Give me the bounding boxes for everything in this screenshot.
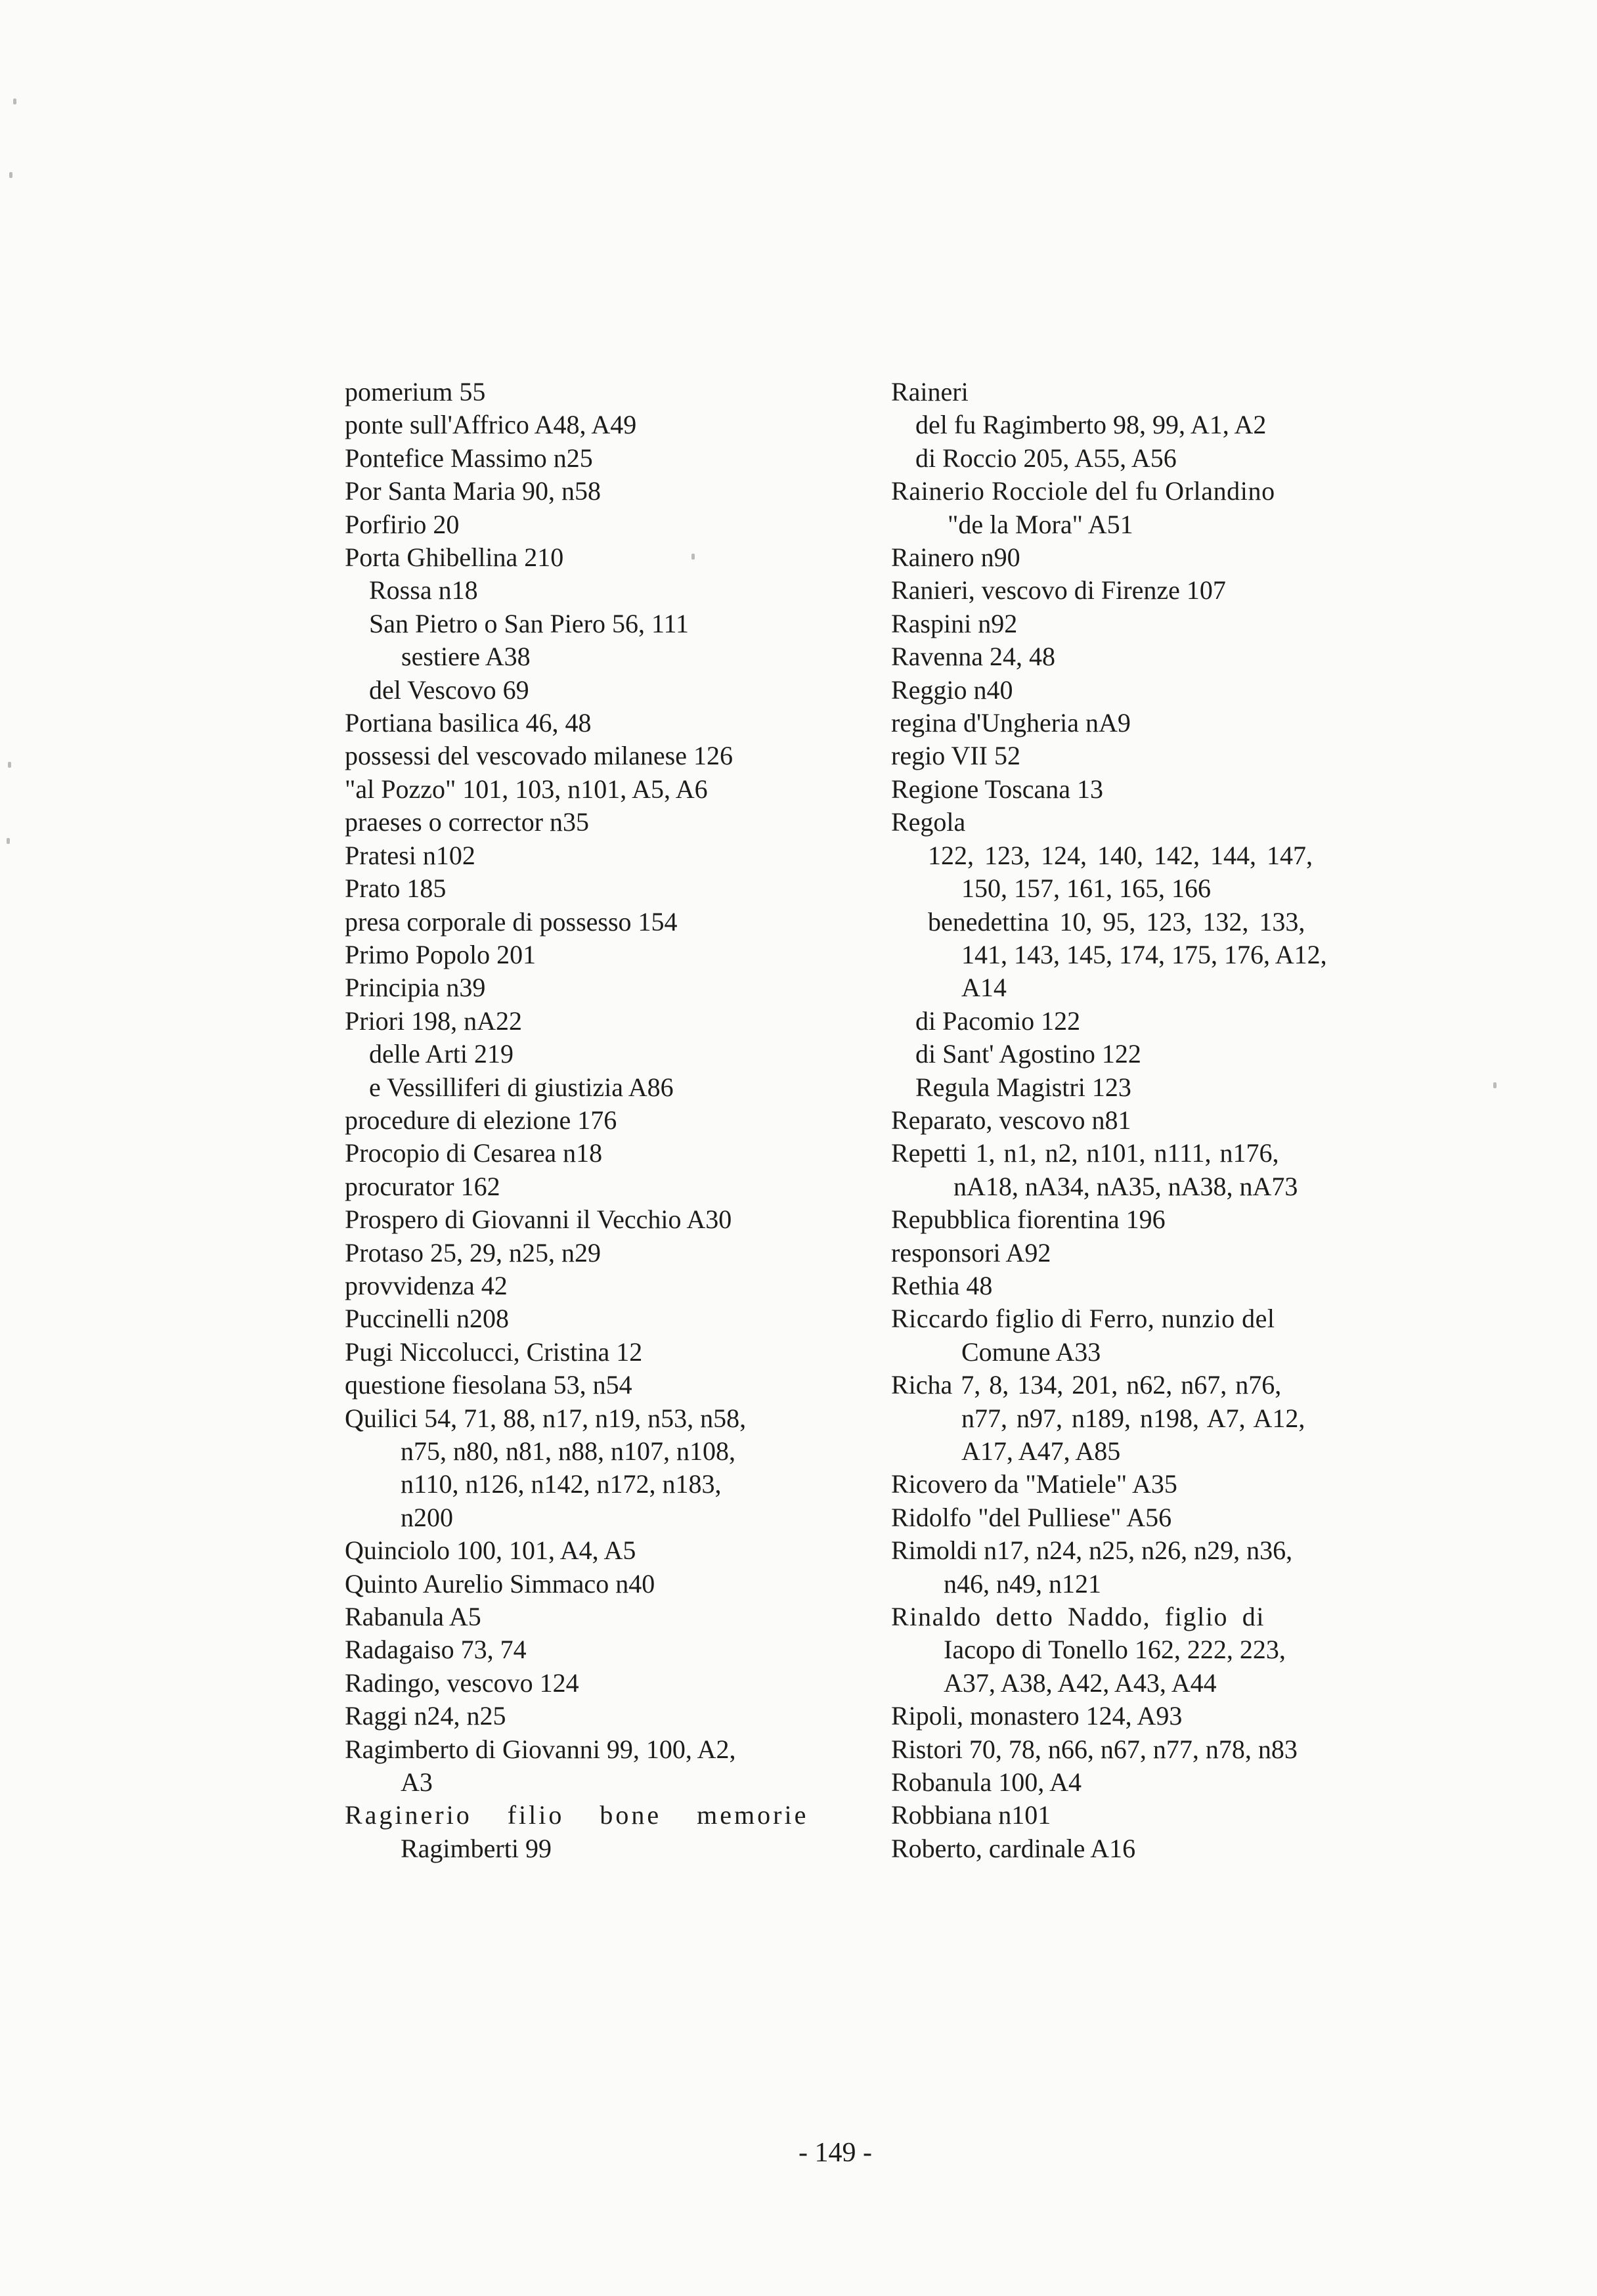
index-entry-continuation: 141, 143, 145, 174, 175, 176, A12, <box>961 939 1327 969</box>
index-entry: Prato 185 <box>345 873 447 904</box>
index-subentry: 122, 123, 124, 140, 142, 144, 147, <box>928 840 1313 870</box>
index-entry: Reparato, vescovo n81 <box>891 1105 1131 1135</box>
index-entry: Regola <box>891 807 966 837</box>
index-entry: Protaso 25, 29, n25, n29 <box>345 1237 601 1268</box>
scan-speck <box>691 554 695 560</box>
index-entry-continuation: Ragimberti 99 <box>401 1833 552 1863</box>
index-entry: Quilici 54, 71, 88, n17, n19, n53, n58, <box>345 1403 747 1433</box>
index-subentry: benedettina 10, 95, 123, 132, 133, <box>928 906 1305 937</box>
index-column-right <box>891 376 1351 1865</box>
index-entry-continuation: n75, n80, n81, n88, n107, n108, <box>401 1436 735 1466</box>
index-entry: Rethia 48 <box>891 1270 993 1300</box>
index-subentry: di Roccio 205, A55, A56 <box>915 443 1177 473</box>
index-entry-continuation: n46, n49, n121 <box>944 1568 1101 1599</box>
index-entry: Regione Toscana 13 <box>891 774 1104 804</box>
index-entry: pomerium 55 <box>345 377 486 407</box>
index-entry: Riccardo figlio di Ferro, nunzio del <box>891 1304 1275 1334</box>
scan-speck <box>7 838 10 844</box>
index-entry: Quinto Aurelio Simmaco n40 <box>345 1568 655 1599</box>
index-entry: Rimoldi n17, n24, n25, n26, n29, n36, <box>891 1535 1293 1566</box>
index-entry: provvidenza 42 <box>345 1270 508 1300</box>
index-column-left <box>345 376 809 1865</box>
index-subentry: San Pietro o San Piero 56, 111 <box>369 608 689 638</box>
index-entry: Robbiana n101 <box>891 1800 1051 1830</box>
index-entry-continuation: Iacopo di Tonello 162, 222, 223, <box>944 1635 1286 1665</box>
index-entry-continuation: Comune A33 <box>961 1336 1101 1367</box>
index-entry-continuation: A37, A38, A42, A43, A44 <box>944 1667 1217 1698</box>
index-entry: Ricovero da "Matiele" A35 <box>891 1469 1177 1499</box>
index-entry-continuation: n110, n126, n142, n172, n183, <box>401 1469 722 1499</box>
index-entry: Repubblica fiorentina 196 <box>891 1204 1166 1235</box>
index-subentry: del fu Ragimberto 98, 99, A1, A2 <box>915 410 1267 440</box>
index-entry: ponte sull'Affrico A48, A49 <box>345 410 637 440</box>
index-entry: procedure di elezione 176 <box>345 1105 617 1135</box>
index-entry-continuation: A14 <box>961 973 1007 1003</box>
index-entry: responsori A92 <box>891 1237 1051 1268</box>
index-entry: Porfirio 20 <box>345 509 460 539</box>
index-entry: Procopio di Cesarea n18 <box>345 1138 603 1168</box>
index-subentry: di Sant' Agostino 122 <box>915 1039 1141 1069</box>
index-subentry: sestiere A38 <box>401 642 531 672</box>
index-entry: Ragimberto di Giovanni 99, 100, A2, <box>345 1734 736 1764</box>
index-entry: Ranieri, vescovo di Firenze 107 <box>891 575 1226 606</box>
index-entry: Puccinelli n208 <box>345 1304 509 1334</box>
index-entry: Prospero di Giovanni il Vecchio A30 <box>345 1204 732 1235</box>
index-entry-continuation: 150, 157, 161, 165, 166 <box>961 873 1211 904</box>
index-entry: Ristori 70, 78, n66, n67, n77, n78, n83 <box>891 1734 1298 1764</box>
index-entry: Rainerio Rocciole del fu Orlandino <box>891 476 1275 506</box>
index-entry-continuation: nA18, nA34, nA35, nA38, nA73 <box>953 1171 1298 1201</box>
index-entry-continuation: n200 <box>401 1502 453 1532</box>
index-entry: Principia n39 <box>345 973 486 1003</box>
index-subentry: delle Arti 219 <box>369 1039 514 1069</box>
index-entry: Raggi n24, n25 <box>345 1701 506 1731</box>
index-entry-continuation: "de la Mora" A51 <box>948 509 1133 539</box>
index-subentry: Regula Magistri 123 <box>915 1072 1131 1102</box>
index-subentry: Rossa n18 <box>369 575 478 606</box>
index-entry: Porta Ghibellina 210 <box>345 542 564 573</box>
index-entry: possessi del vescovado milanese 126 <box>345 741 733 771</box>
index-entry: Radingo, vescovo 124 <box>345 1667 579 1698</box>
index-entry: Rainero n90 <box>891 542 1020 573</box>
index-entry: Raginerio filio bone memorie <box>345 1800 809 1830</box>
index-entry: praeses o corrector n35 <box>345 807 590 837</box>
page-number: - 149 - <box>798 2138 872 2168</box>
index-entry: Quinciolo 100, 101, A4, A5 <box>345 1535 636 1566</box>
index-entry: Pratesi n102 <box>345 840 475 870</box>
index-entry: Radagaiso 73, 74 <box>345 1635 527 1665</box>
index-entry: Pugi Niccolucci, Cristina 12 <box>345 1336 643 1367</box>
index-subentry: del Vescovo 69 <box>369 674 529 705</box>
index-entry-continuation: n77, n97, n189, n198, A7, A12, <box>961 1403 1305 1433</box>
index-entry: procurator 162 <box>345 1171 500 1201</box>
index-entry: Robanula 100, A4 <box>891 1767 1082 1798</box>
index-entry: Ripoli, monastero 124, A93 <box>891 1701 1183 1731</box>
index-entry: regio VII 52 <box>891 741 1020 771</box>
index-entry: Portiana basilica 46, 48 <box>345 708 592 738</box>
index-entry: presa corporale di possesso 154 <box>345 906 678 937</box>
scan-speck <box>1493 1082 1497 1088</box>
index-entry: "al Pozzo" 101, 103, n101, A5, A6 <box>345 774 708 804</box>
index-entry: Ravenna 24, 48 <box>891 642 1055 672</box>
index-entry: Rabanula A5 <box>345 1602 481 1632</box>
index-entry: Por Santa Maria 90, n58 <box>345 476 601 506</box>
index-entry: Pontefice Massimo n25 <box>345 443 593 473</box>
index-entry: Repetti 1, n1, n2, n101, n111, n176, <box>891 1138 1279 1168</box>
scan-speck <box>8 762 11 768</box>
index-entry: Roberto, cardinale A16 <box>891 1833 1136 1863</box>
index-entry: Richa 7, 8, 134, 201, n62, n67, n76, <box>891 1370 1282 1400</box>
scan-speck <box>13 99 16 104</box>
index-subentry: e Vessilliferi di giustizia A86 <box>369 1072 674 1102</box>
index-entry: regina d'Ungheria nA9 <box>891 708 1131 738</box>
scan-speck <box>9 172 12 178</box>
index-entry: Primo Popolo 201 <box>345 939 536 969</box>
index-entry: Raspini n92 <box>891 608 1018 638</box>
index-subentry: di Pacomio 122 <box>915 1005 1081 1036</box>
index-entry: questione fiesolana 53, n54 <box>345 1370 632 1400</box>
index-entry: Ridolfo "del Pulliese" A56 <box>891 1502 1172 1532</box>
index-entry: Raineri <box>891 377 969 407</box>
index-entry-continuation: A3 <box>401 1767 433 1798</box>
index-entry: Priori 198, nA22 <box>345 1005 522 1036</box>
index-entry: Rinaldo detto Naddo, figlio di <box>891 1602 1265 1632</box>
index-entry-continuation: A17, A47, A85 <box>961 1436 1121 1466</box>
index-entry: Reggio n40 <box>891 674 1013 705</box>
